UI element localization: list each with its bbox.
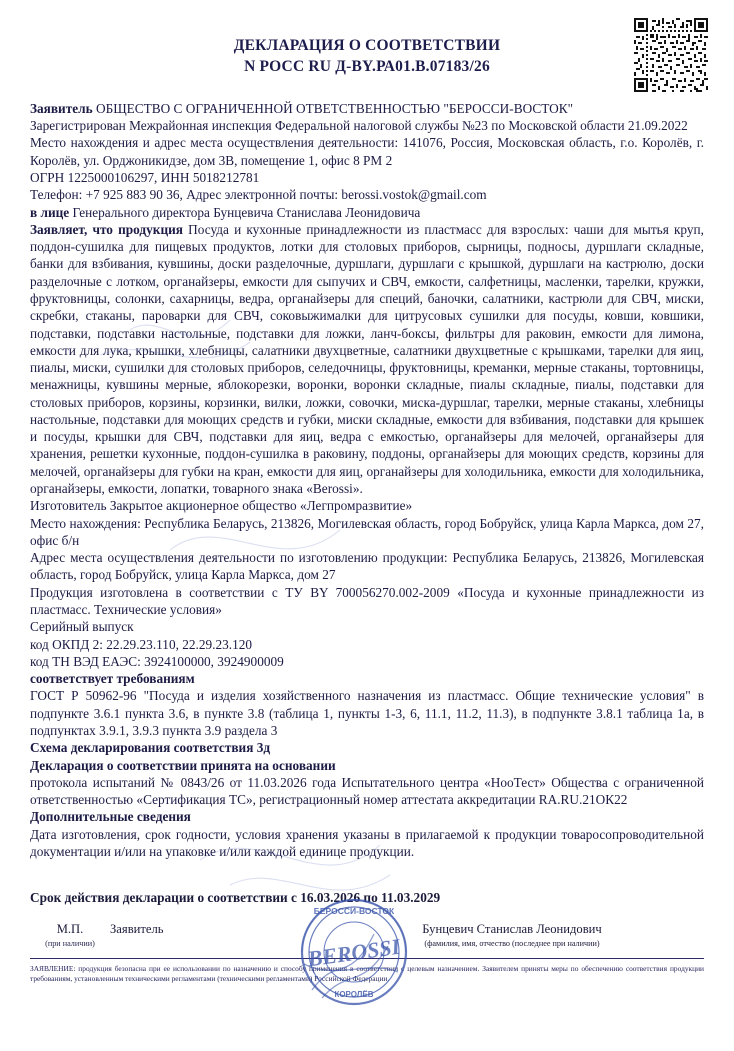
manufacturer-paragraph: Изготовитель Закрытое акционерное общество «Легпромразвитие»	[30, 498, 413, 514]
title-line-2: N РОСС RU Д-BY.РА01.В.07183/26	[244, 57, 490, 75]
signer-name: Бунцевич Станислав Леонидович	[422, 922, 602, 936]
okpd-paragraph: код ОКПД 2: 22.29.23.110, 22.29.23.120	[30, 636, 253, 652]
conformity-label-text: соответствует требованиям	[30, 671, 195, 687]
document-title	[30, 36, 704, 78]
svg-text:BEROSSI: BEROSSI	[306, 933, 402, 972]
declarant-word: Заявитель	[110, 922, 164, 936]
product-text: Посуда и кухонные принадлежности из пластмасс для взрослых: чаши для мытья круп, поддон-сушилка для пищевых продуктов, лотки для столовых приборов, сырницы, подносы, дуршлаги складные, банки для взбивания, кувшины, доски разделочные, дуршлаги, дуршлаги с крышкой, дуршлаги на кастрюлю, доски разделочные с лотком, органайзеры, емкости для сыпучих и СВЧ, емкости, салфетницы, масленки, тарелки, кружки, фруктовницы, солонки, сахарницы, ведра, органайзеры для специй, баночки, салатники, кастрюли для СВЧ, миски, скребки, стаканы, пароварки для СВЧ, соковыжималки для цитрусовых сушилки для посуды, ковши, ковшики, подставки, подставки настольные, подставки для ложки, ланч-боксы, фильтры для раковин, емкости для лимона, емкости для лука, крышки, хлебницы, салатники двухцветные, салатники двухцветные с крышками, тарелки для яиц, пиалы, миски, сушилки для столовых приборов, селедочницы, фруктовницы, креманки, мерные стаканы, тортовницы, менажницы, кувшины мерные, яблокорезки, воронки, воронки складные, пиалы складные, пиалы, подставки для столовых приборов, корзины, корзинки, вилки, ложки, совочки, миска-дуршлаг, тарелки, мерные стаканы, хлебницы настольные, подставки для моющих средств и губки, миски складные, емкости для взбивания, подставки для крышек и посуды, крышки для СВЧ, подставки для яиц, ведра с емкостью, органайзеры для мелочей, органайзеры для хранения, решетки кухонные, поддон-сушилка в раковину, поддоны, органайзеры для моющих средств, корзины для мелочей, органайзеры для губки на кран, емкости для яиц, органайзеры для холодильника, емкости для холодильника, органайзеры, емкости, лопатки, товарного знака «Berossi».	[30, 221, 704, 497]
stamp-place	[30, 920, 110, 948]
svg-text:БЕРОССИ-ВОСТОК: БЕРОССИ-ВОСТОК	[313, 906, 395, 916]
scheme-label: Схема декларирования соответствия	[30, 740, 254, 756]
conformity-text: ГОСТ Р 50962-96 "Посуда и изделия хозяйственного назначения из пластмасс. Общие технические условия" в подпункте 3.6.1 пункта 3.6, в пункте 3.8 (таблица 1, пункты 1-3, 6, 11.1, 11.2, 11.3), в подпункте 3.8.1 таблица 1а, в подпунктах 3.9.1, 3.9.3 пункта 3.9 раздела 3	[30, 688, 704, 738]
address-paragraph: Место нахождения и адрес места осуществления деятельности: 141076, Россия, Московская область, г.о. Королёв, г. Королёв, ул. Орджоникидзе, дом 3В, помещение 1, офис 8 РМ 2	[30, 135, 704, 168]
signature-area	[30, 890, 704, 999]
applicant-paragraph	[30, 100, 704, 117]
additional-label	[30, 808, 704, 825]
stamp-place-label: М.П.	[56, 922, 84, 936]
company-stamp-icon	[278, 894, 430, 1012]
production-address-paragraph: Адрес места осуществления деятельности по изготовлению продукции: Республика Беларусь, 213826, Могилевская область, город Бобруйск, улица Карла Маркса, дом 27	[30, 550, 704, 583]
applicant-value: ОБЩЕСТВО С ОГРАНИЧЕННОЙ ОТВЕТСТВЕННОСТЬЮ "БЕРОССИ-ВОСТОК"	[95, 100, 574, 116]
qr-code	[634, 18, 708, 92]
person-value: Генерального директора Бунцевича Станислава Леонидовича	[72, 204, 421, 220]
svg-text:КОРОЛЁВ: КОРОЛЁВ	[334, 990, 374, 999]
footnote: ЗАЯВЛЕНИЕ: продукция безопасна при ее использовании по назначению и способу применения в соответствии с целевым назначением. Заявителем приняты меры по обеспечению соответствия продукции требованиям, установленным техническими регламентами (техническими регламентами) Российской Федерации.	[30, 964, 704, 983]
product-paragraph	[30, 221, 704, 498]
declares-label: Заявляет, что продукция	[30, 221, 183, 237]
declarant-signature-label	[110, 906, 402, 999]
person-paragraph	[30, 204, 704, 221]
additional-label-text: Дополнительные сведения	[30, 809, 191, 825]
basis-text: протокола испытаний № 0843/26 от 11.03.2026 года Испытательного центра «НооТест» Общества с ограниченной ответственностью «Сертификация ТС», регистрационный номер аттестата аккредитации RA.RU.21ОК22	[30, 774, 704, 808]
title-line-1: ДЕКЛАРАЦИЯ О СООТВЕТСТВИИ	[233, 37, 501, 54]
ogrn-paragraph: ОГРН 1225000106297, ИНН 5018212781	[30, 169, 260, 185]
registration-paragraph: Зарегистрирован Межрайонная инспекция Федеральной налоговой службы №23 по Московской области 21.09.2022	[30, 118, 688, 134]
conformity-label	[30, 670, 704, 687]
scheme-value: 3д	[256, 740, 271, 756]
stamp-place-note: (при наличии)	[45, 939, 95, 948]
additional-text: Дата изготовления, срок годности, условия хранения указаны в прилагаемой к продукции товаросопроводительной документации и/или на упаковке и/или каждой единице продукции.	[30, 826, 704, 859]
person-label: в лице	[30, 204, 70, 220]
signer-name-note: (фамилия, имя, отчество (последнее при наличии)	[424, 939, 600, 948]
manufacturer-address-paragraph: Место нахождения: Республика Беларусь, 213826, Могилевская область, город Бобруйск, улица Карла Маркса, дом 27, офис б/н	[30, 515, 704, 548]
signer-name-block	[320, 920, 704, 948]
basis-label	[30, 757, 704, 774]
technical-conditions-paragraph: Продукция изготовлена в соответствии с ТУ BY 700056270.002-2009 «Посуда и кухонные принадлежности из пластмасс. Технические условия»	[30, 584, 704, 617]
basis-label-text: Декларация о соответствии принята на основании	[30, 757, 336, 773]
divider	[30, 958, 704, 959]
applicant-label: Заявитель	[30, 100, 93, 116]
validity-period: Срок действия декларации о соответствии с 16.03.2026 по 11.03.2029	[30, 890, 441, 905]
serial-paragraph: Серийный выпуск	[30, 619, 134, 635]
contacts-paragraph: Телефон: +7 925 883 90 36, Адрес электронной почты: berossi.vostok@gmail.com	[30, 187, 487, 203]
declaration-body	[30, 100, 704, 860]
scheme-paragraph	[30, 739, 704, 756]
tnved-paragraph: код ТН ВЭД ЕАЭС: 3924100000, 3924900009	[30, 653, 284, 669]
